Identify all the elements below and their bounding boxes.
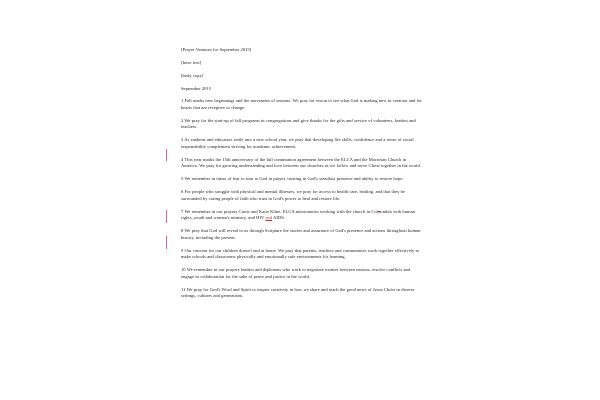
prayer-item-5: 5 We remember in times of fear to turn to God in prayer, trusting in God's steadfast presence and ability to restore hope. bbox=[181, 176, 404, 182]
prayer-item-8: 8 We pray that God will reveal to us through Scripture the stories and assurance of God's presence and actions throughout human history, including the present. bbox=[181, 228, 421, 240]
prayer-item-6: 6 For people who struggle with physical and mental illnesses, we pray for access to health care, healing, and that they be surrounded by caring people of faith who trust in God's power to heal and restore life. bbox=[181, 189, 405, 201]
prayer-item-4: 4 This year marks the 15th anniversary of the full communion agreement between the ELCA and the Moravian Church in America. We pray for growing understanding and love between our churches as we follow and serve Christ together in the world. bbox=[181, 156, 421, 169]
prayer-item-2: 2 We pray for the start-up of fall programs in congregations and give thanks for the gifts and service of volunteers, leaders and teachers. bbox=[181, 117, 416, 130]
document-title-placeholder: [Prayer Ventures for September 2015] bbox=[181, 47, 252, 52]
body-copy-placeholder: [body copy] bbox=[181, 72, 204, 78]
prayer-item-7 bbox=[181, 209, 424, 222]
intro-text-placeholder: [Intro text] bbox=[181, 59, 202, 65]
document-text-column bbox=[181, 47, 424, 306]
revision-change-bar-paragraph-3 bbox=[166, 149, 167, 162]
tracked-insertion-and: and bbox=[265, 215, 273, 221]
revision-change-bar-paragraph-7 bbox=[166, 236, 167, 249]
prayer-item-10: 10 We remember in our prayers leaders and diplomats who work to negotiate treaties between nations, resolve conflicts and engage in collaboration for the sake of peace and justice in the world. bbox=[181, 267, 411, 279]
prayer-item-3: 3 As students and educators settle into a new school year, we pray that developing life skills, confidence and a sense of social responsibility complement striving for academic achievement. bbox=[181, 137, 414, 149]
document-date: September 2015 bbox=[181, 85, 212, 91]
revision-change-bar-paragraph-6 bbox=[166, 210, 167, 223]
prayer-item-7-text-before: 7 We remember in our prayers Curtis and Katie Kline, ELCA missionaries working with the church in Col bbox=[181, 208, 378, 214]
prayer-item-9: 9 Our concern for our children doesn't end at home. We pray that parents, teachers and communities work together effectively to make schools and classrooms physically and emotionally safe environments for learning. bbox=[181, 247, 420, 260]
tracked-deletion-colombia: u bbox=[377, 208, 381, 214]
prayer-item-7-text-after: AIDS. bbox=[272, 215, 285, 221]
prayer-item-1: 1 Fall marks new beginnings and the movement of seasons. We pray for vision to see what God is making new in creation and for hearts that are receptive to change. bbox=[181, 98, 422, 110]
prayer-item-11: 11 We pray for God's Word and Spirit to inspire creativity in how we share and teach the good news of Jesus Christ in diverse settings, cultures and generations. bbox=[181, 286, 415, 299]
prayer-item-7-text-middle: ombia with human rights, youth and women's ministry, and HIV bbox=[181, 208, 415, 221]
